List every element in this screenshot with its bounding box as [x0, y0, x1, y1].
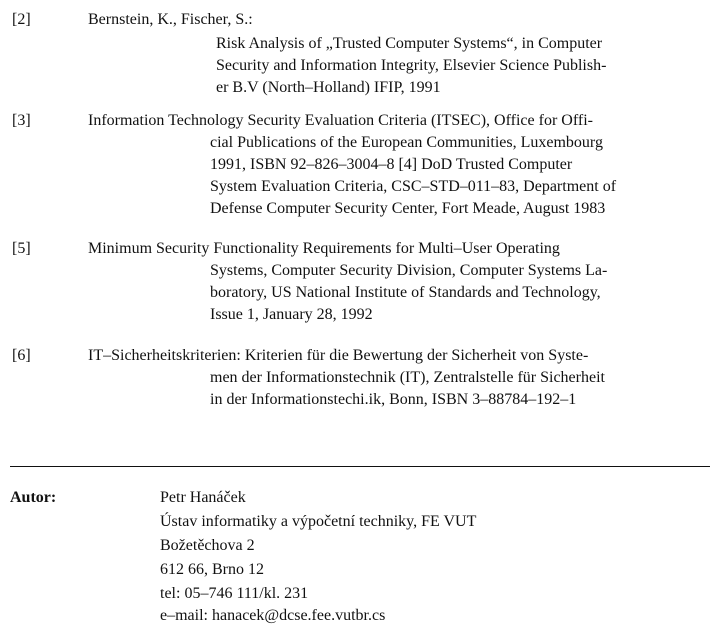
reference-line: Defense Computer Security Center, Fort Meade, August 1983: [210, 200, 606, 217]
author-email: e–mail: hanacek@dcse.fee.vutbr.cs: [160, 607, 386, 624]
reference-line: Risk Analysis of „Trusted Computer Systems“, in Computer: [216, 35, 603, 52]
reference-line: Issue 1, January 28, 1992: [210, 306, 373, 323]
reference-line: er B.V (North–Holland) IFIP, 1991: [216, 79, 441, 96]
reference-line: IT–Sicherheitskriterien: Kriterien für die Bewertung der Sicherheit von Syste-: [88, 347, 589, 364]
reference-line: 1991, ISBN 92–826–3004–8 [4] DoD Trusted Computer: [210, 156, 573, 173]
reference-line: Minimum Security Functionality Requirements for Multi–User Operating: [88, 240, 560, 257]
reference-line: Security and Information Integrity, Elsevier Science Publish-: [216, 57, 607, 74]
reference-line: System Evaluation Criteria, CSC–STD–011–83, Department of: [210, 178, 617, 195]
author-city: 612 66, Brno 12: [160, 561, 264, 578]
reference-number: [2]: [12, 11, 31, 28]
section-divider: [10, 466, 710, 467]
reference-line: Bernstein, K., Fischer, S.:: [88, 11, 253, 28]
reference-line: boratory, US National Institute of Standards and Technology,: [210, 284, 601, 301]
author-street: Božetěchova 2: [160, 537, 255, 554]
author-label: Autor:: [10, 489, 57, 506]
reference-number: [5]: [12, 240, 31, 257]
author-phone: tel: 05–746 111/kl. 231: [160, 585, 309, 602]
reference-line: Systems, Computer Security Division, Computer Systems La-: [210, 262, 608, 279]
author-name: Petr Hanáček: [160, 489, 246, 506]
reference-line: men der Informationstechnik (IT), Zentralstelle für Sicherheit: [210, 369, 605, 386]
reference-number: [3]: [12, 112, 31, 129]
author-institute: Ústav informatiky a výpočetní techniky, FE VUT: [160, 513, 477, 530]
reference-number: [6]: [12, 347, 31, 364]
reference-line: cial Publications of the European Communities, Luxembourg: [210, 134, 603, 151]
reference-line: Information Technology Security Evaluation Criteria (ITSEC), Office for Offi-: [88, 112, 593, 129]
reference-line: in der Informationstechi.ik, Bonn, ISBN 3–88784–192–1: [210, 391, 577, 408]
